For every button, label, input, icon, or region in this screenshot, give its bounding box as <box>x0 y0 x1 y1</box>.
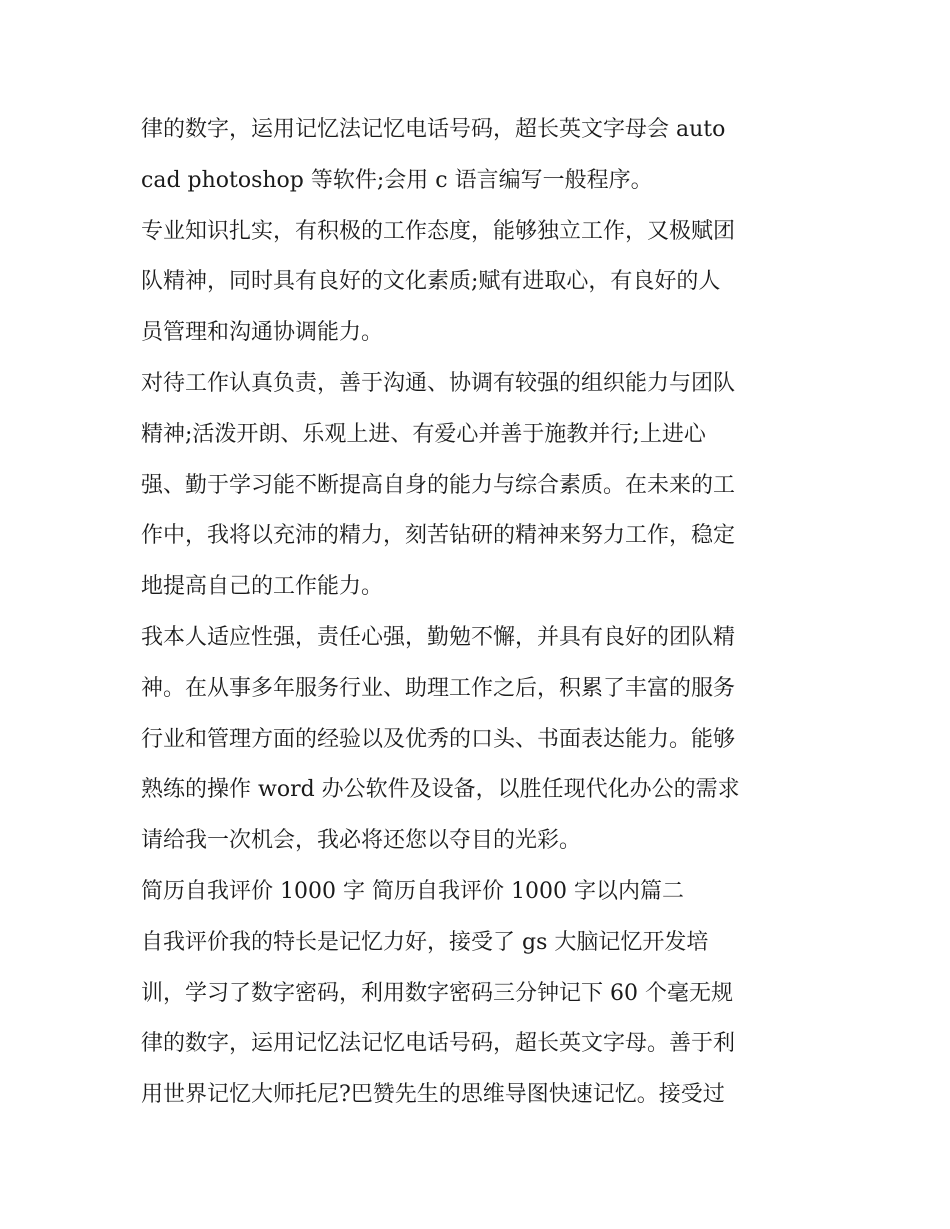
text-line: 作中，我将以充沛的精力，刻苦钻研的精神来努力工作，稳定 <box>141 523 736 549</box>
text-line: 请给我一次机会，我必将还您以夺目的光彩。 <box>141 828 582 854</box>
text-line: 律的数字，运用记忆法记忆电话号码，超长英文字母。善于利 <box>141 1031 736 1057</box>
text-line: cad photoshop 等软件;会用 c 语言编写一般程序。 <box>141 167 653 193</box>
text-line: 用世界记忆大师托尼?巴赞先生的思维导图快速记忆。接受过 <box>141 1082 725 1108</box>
document-body <box>141 105 821 1121</box>
text-line: 自我评价我的特长是记忆力好，接受了 gs 大脑记忆开发培 <box>141 929 709 955</box>
section-heading: 简历自我评价 1000 字 简历自我评价 1000 字以内篇二 <box>141 878 684 904</box>
text-line: 熟练的操作 word 办公软件及设备，以胜任现代化办公的需求 <box>141 777 740 803</box>
text-line: 专业知识扎实，有积极的工作态度，能够独立工作，又极赋团 <box>141 218 736 244</box>
text-line: 队精神，同时具有良好的文化素质;赋有进取心，有良好的人 <box>141 269 721 295</box>
text-line: 精神;活泼开朗、乐观上进、有爱心并善于施教并行;上进心 <box>141 421 706 447</box>
text-line: 神。在从事多年服务行业、助理工作之后，积累了丰富的服务 <box>141 675 736 701</box>
text-line: 行业和管理方面的经验以及优秀的口头、书面表达能力。能够 <box>141 726 736 752</box>
text-line: 对待工作认真负责，善于沟通、协调有较强的组织能力与团队 <box>141 370 736 396</box>
text-line: 地提高自己的工作能力。 <box>141 574 384 600</box>
text-line: 强、勤于学习能不断提高自身的能力与综合素质。在未来的工 <box>141 472 736 498</box>
text-line: 我本人适应性强，责任心强，勤勉不懈，并具有良好的团队精 <box>141 624 736 650</box>
text-line: 律的数字，运用记忆法记忆电话号码，超长英文字母会 auto <box>141 117 726 142</box>
text-line: 训，学习了数字密码，利用数字密码三分钟记下 60 个毫无规 <box>141 980 733 1006</box>
text-line: 员管理和沟通协调能力。 <box>141 320 384 346</box>
